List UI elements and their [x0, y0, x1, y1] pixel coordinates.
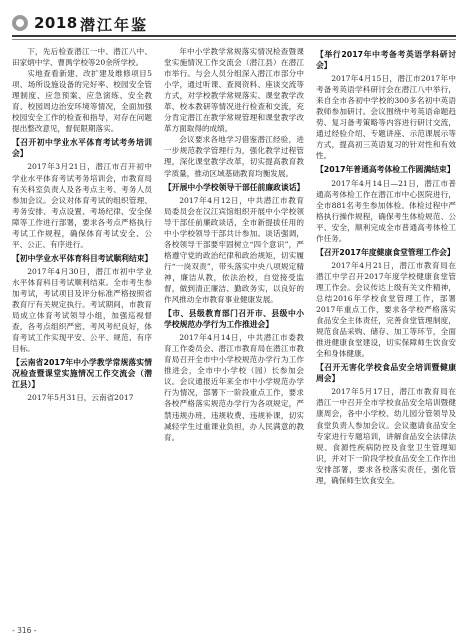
- section-heading: 【市、县级教育部门召开市、县级中小学校规范办学行为工作推进会】: [164, 309, 304, 330]
- body-paragraph: 2017年3月21日，潜江市召开初中学业水平体育考试考务培训会，市教育局有关科室负责人及各考点主考、考务人员参加会议。会议对体育考试的组织管理、考务安排、考点设置、考场纪律、安全保障等工作进行部署，要求各考点严格执行考试工作规程，确保体育考试安全、公平、公正、有序进行。: [12, 162, 152, 249]
- yearbook-emblem-icon: [12, 15, 28, 31]
- header-rule: [12, 35, 456, 37]
- section-heading: 【举行2017年中考备考英语学科研讨会】: [316, 50, 456, 71]
- header-rule-thin: [12, 39, 456, 40]
- body-paragraph: 年中小学教学常规落实情况检查暨课堂实施情况工作交流会（潜江县）在潜江市举行。与会人员分组深入潜江市部分中小学，通过听课、查阅资料、座谈交流等方式，对学校教学常规落实、课堂教学改革、校本教研等情况进行检查和交流，充分肯定潜江在教学常规管理和课堂教学改革方面取得的成绩。: [164, 47, 304, 134]
- section-heading: 【召开2017年度健康食堂管理工作会】: [316, 247, 455, 257]
- body-paragraph: 2017年5月31日，云南省2017: [27, 393, 134, 403]
- page-number: - 316 -: [12, 626, 37, 635]
- body-paragraph: 下，先后检查潜江一中、潜江八中、田家炳中学、曹禺学校等20余所学校。: [12, 47, 152, 68]
- header-year: 2018: [34, 14, 78, 32]
- section-heading: 【召开初中学业水平体育考试考务培训会】: [12, 138, 152, 159]
- body-paragraph: 2017年4月14日—21日，潜江市普通高考体检工作在潜江市中心医院进行，全市881名考生参加体检。体检过程中严格执行操作规程，确保考生体检规范、公平、安全，顺利完成全市普通高考体检工作任务。: [316, 178, 456, 243]
- section-heading: 【召开无害化学校食品安全培训暨健康周会】: [316, 363, 456, 384]
- text-column-1: [12, 46, 152, 622]
- section-heading: 【初中学业水平体育科目考试顺利结束】: [12, 253, 152, 263]
- body-paragraph: 2017年4月21日，潜江市教育局在潜江中学召开2017年度学校健康食堂管理工作会。会议传达上级有关文件精神，总结2016年学校食堂管理工作，部署2017年重点工作，要求各学校严格落实食品安全主体责任，完善食堂管理制度，规范食品采购、储存、加工等环节，全面推进健康食堂建设，切实保障师生饮食安全和身体健康。: [316, 260, 456, 359]
- body-paragraph: 2017年4月15日，潜江市2017年中考备考英语学科研讨会在潜江八中举行，来自全市各初中学校的300多名初中英语教师参加研讨。会议围绕中考英语命题趋势、复习备考策略等内容进行研讨交流，通过经验介绍、专题讲座、示范课展示等方式，提高初三英语复习的针对性和有效性。: [316, 74, 456, 161]
- running-header: [12, 12, 456, 34]
- text-column-3: [316, 46, 456, 622]
- section-heading: 【云南省2017年中小学教学常规落实情况检查暨课堂实施情况工作交流会（潜江县）】: [12, 358, 152, 390]
- text-column-2: [164, 46, 304, 622]
- section-heading: 【2017年普通高考体检工作圆满结束】: [316, 165, 455, 175]
- body-paragraph: 2017年4月12日，中共潜江市教育局委员会在汉江宾馆组织开展中小学校领导干部任前廉政谈话，全市新提拔任用的中小学校领导干部共计参加。谈话强调，各校领导干部要牢固树立“四个意识”，严格遵守党的政治纪律和政治规矩，切实履行“一岗双责”，带头落实中央八项规定精神，廉洁从教，依法治校，自觉接受监督，做到清正廉洁、勤政务实，以良好的作风推动全市教育事业健康发展。: [164, 195, 304, 305]
- body-paragraph: 实地查看新建、改扩建及维修项目5项、场所设施设备的完好率、校园安全管理制度、应急预案、应急演练、安全教育、校园周边治安环境等情况，全面加强校园安全工作的检查和指导，对存在问题提出整改意见，督促限期落实。: [12, 69, 152, 134]
- body-paragraph: 2017年4月14日，中共潜江市委教育工作委员会、潜江市教育局在潜江市教育局召开全市中小学校规范办学行为工作推进会，全市中小学校（园）长参加会议。会议通报近年来全市中小学规范办学行为情况，部署下一阶段重点工作，要求各校严格落实规范办学行为各项规定，严禁违规办班、违规收费、违规补课，切实减轻学生过重课业负担，办人民满意的教育。: [164, 333, 304, 442]
- body-paragraph: 2017年5月17日，潜江市教育局在潜江一中召开全市学校食品安全培训暨健康周会，各中小学校、幼儿园分管领导及食堂负责人参加会议。会议邀请食品安全专家进行专题培训，讲解食品安全法律法规、食源性疾病防控及食堂卫生管理知识，并对下一阶段学校食品安全工作作出安排部署，要求各校落实责任，强化管理，确保师生饮食安全。: [316, 387, 456, 485]
- section-heading: 【开展中小学校领导干部任前廉政谈话】: [164, 182, 304, 192]
- body-paragraph: 2017年4月30日，潜江市初中学业水平体育科目考试顺利结束。全市考生参加考试，考试项目及评分标准严格按照省教育厅有关规定执行。考试期间，市教育局成立体育考试领导小组，加强巡视督查，各考点组织严密、考风考纪良好，体育考试工作实现平安、公平、规范、有序目标。: [12, 266, 152, 354]
- header-title: 潜江年鉴: [80, 16, 149, 34]
- body-paragraph: 会议要求各地学习借鉴潜江经验，进一步规范教学管理行为，强化教学过程管理，深化课堂教学改革，切实提高教育教学质量，推动区域基础教育均衡发展。: [164, 135, 304, 178]
